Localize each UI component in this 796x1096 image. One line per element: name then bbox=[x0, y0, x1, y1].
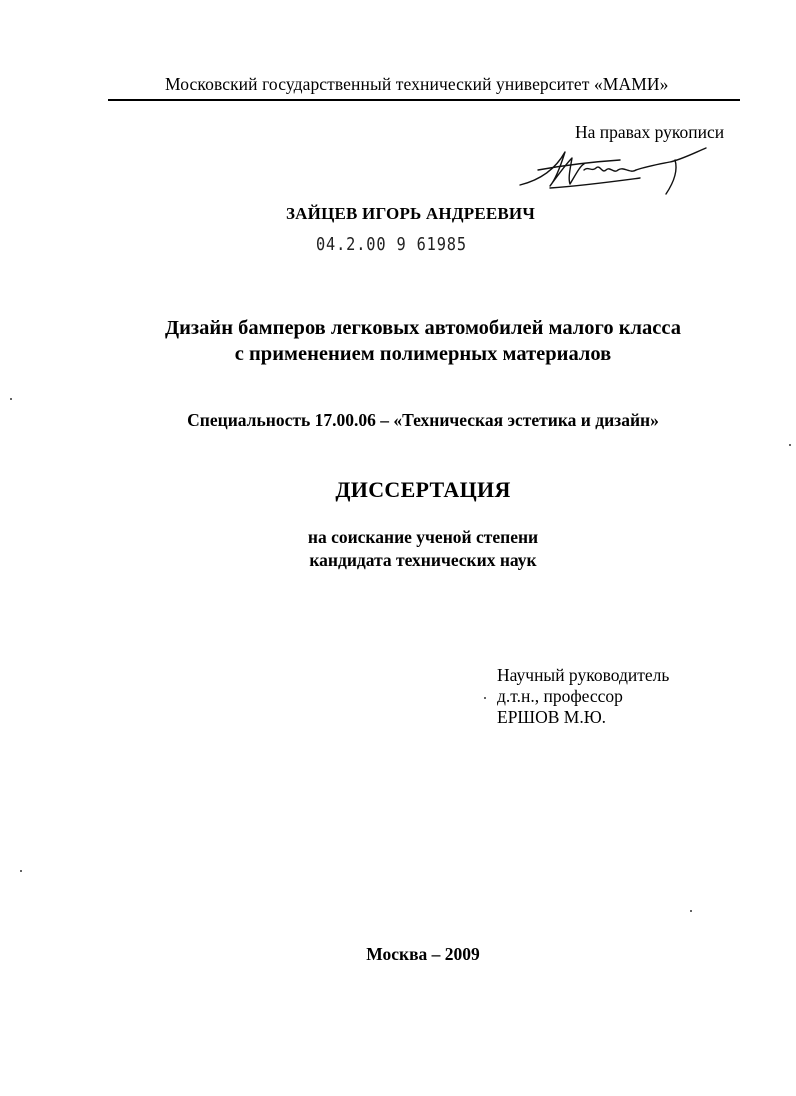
archive-stamp: 04.2.00 9 61985 bbox=[316, 234, 467, 255]
scan-speck bbox=[789, 444, 791, 446]
thesis-title-line-1: Дизайн бамперов легковых автомобилей малого класса bbox=[165, 317, 681, 339]
degree-line-1: на соискание ученой степени bbox=[307, 527, 539, 547]
document-type: ДИССЕРТАЦИЯ bbox=[335, 477, 511, 502]
scan-speck bbox=[484, 697, 486, 699]
degree-line-2: кандидата технических наук bbox=[309, 550, 537, 570]
specialty: Специальность 17.00.06 – «Техническая эстетика и дизайн» bbox=[187, 410, 659, 430]
author-name: ЗАЙЦЕВ ИГОРЬ АНДРЕЕВИЧ bbox=[286, 204, 536, 223]
author-signature bbox=[510, 140, 710, 195]
manuscript-rights-note: На правах рукописи bbox=[575, 122, 725, 142]
university-name: Московский государственный технический университет «МАМИ» bbox=[165, 74, 669, 94]
header-rule bbox=[108, 99, 740, 101]
supervisor-credentials: д.т.н., профессор bbox=[497, 686, 623, 706]
supervisor-role: Научный руководитель bbox=[497, 665, 670, 685]
thesis-title-line-2: с применением полимерных материалов bbox=[234, 343, 612, 365]
scan-speck bbox=[20, 870, 22, 872]
scan-speck bbox=[10, 398, 12, 400]
supervisor-name: ЕРШОВ М.Ю. bbox=[497, 707, 607, 727]
scan-speck bbox=[690, 910, 692, 912]
city-year: Москва – 2009 bbox=[366, 944, 480, 964]
